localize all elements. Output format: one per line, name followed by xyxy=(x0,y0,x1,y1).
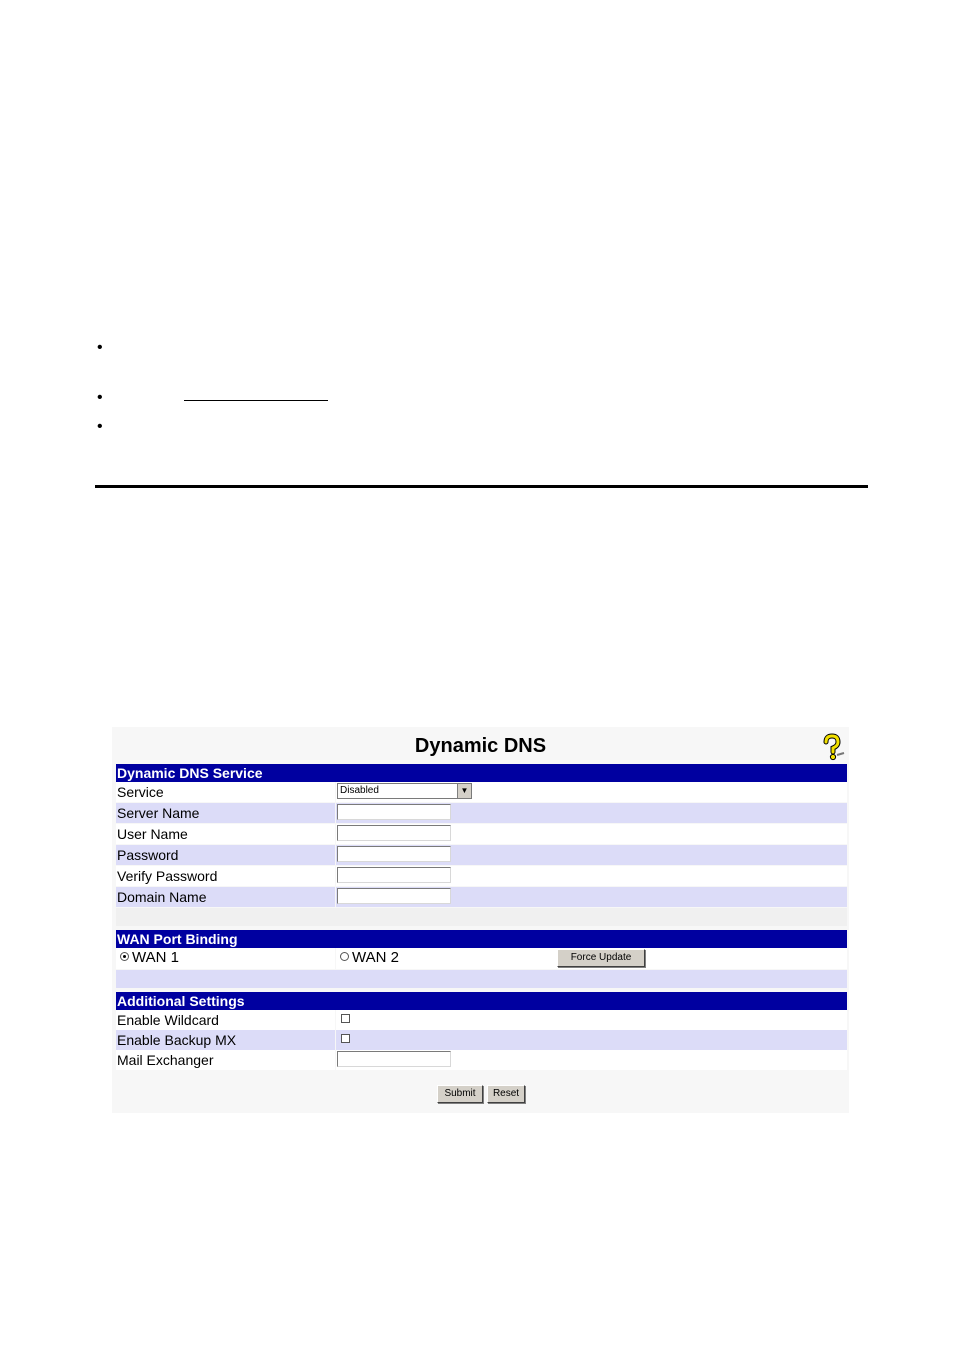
column-divider xyxy=(335,803,336,823)
section-title: Additional Settings xyxy=(117,993,245,1009)
submit-button[interactable]: Submit xyxy=(437,1085,483,1103)
column-divider xyxy=(335,782,336,802)
service-row xyxy=(116,782,847,802)
server-name-row xyxy=(116,803,847,823)
section-title: Dynamic DNS Service xyxy=(117,765,263,781)
user-name-label: User Name xyxy=(117,826,188,842)
enable-backup-mx-row xyxy=(116,1030,847,1050)
spacer-row xyxy=(116,908,847,926)
mail-exchanger-label: Mail Exchanger xyxy=(117,1052,214,1068)
column-divider xyxy=(335,1010,336,1030)
spacer-row xyxy=(116,970,847,988)
enable-wildcard-label: Enable Wildcard xyxy=(117,1012,219,1028)
mail-exchanger-row xyxy=(116,1050,847,1070)
enable-backup-mx-label: Enable Backup MX xyxy=(117,1032,237,1048)
domain-name-input[interactable] xyxy=(337,888,451,904)
wan2-label: WAN 2 xyxy=(352,949,399,966)
service-select[interactable] xyxy=(337,783,472,799)
column-divider xyxy=(335,887,336,907)
column-divider xyxy=(335,824,336,844)
help-question-icon[interactable] xyxy=(818,733,846,761)
server-name-label: Server Name xyxy=(117,805,200,821)
domain-name-row xyxy=(116,887,847,907)
column-divider xyxy=(335,1050,336,1070)
section-header-additional-settings xyxy=(116,992,847,1010)
column-divider xyxy=(335,845,336,865)
verify-password-input[interactable] xyxy=(337,867,451,883)
horizontal-rule xyxy=(95,485,868,488)
enable-backup-mx-checkbox[interactable] xyxy=(341,1034,350,1043)
password-input[interactable] xyxy=(337,846,451,862)
force-update-button[interactable]: Force Update xyxy=(557,949,645,967)
dynamic-dns-panel xyxy=(112,727,849,1113)
section-header-dynamic-dns-service xyxy=(116,764,847,782)
wan1-label: WAN 1 xyxy=(132,949,179,966)
user-name-row xyxy=(116,824,847,844)
mail-exchanger-input[interactable] xyxy=(337,1051,451,1067)
verify-password-row xyxy=(116,866,847,886)
user-name-input[interactable] xyxy=(337,825,451,841)
service-selected-value: Disabled xyxy=(340,785,379,796)
enable-wildcard-row xyxy=(116,1010,847,1030)
bullet-marker: • xyxy=(97,418,103,435)
page-title: Dynamic DNS xyxy=(414,735,547,757)
password-row xyxy=(116,845,847,865)
bullet-marker: • xyxy=(97,339,103,356)
service-label: Service xyxy=(117,784,164,800)
server-name-input[interactable] xyxy=(337,804,451,820)
section-title: WAN Port Binding xyxy=(117,931,238,947)
wan-binding-row xyxy=(116,948,847,969)
column-divider xyxy=(335,948,336,969)
section-header-wan-port-binding xyxy=(116,930,847,948)
domain-name-label: Domain Name xyxy=(117,889,207,905)
wan1-radio[interactable] xyxy=(120,952,129,961)
password-label: Password xyxy=(117,847,179,863)
column-divider xyxy=(335,866,336,886)
bullet-marker: • xyxy=(97,389,103,406)
column-divider xyxy=(335,1030,336,1050)
hyperlink-underline[interactable] xyxy=(184,400,328,401)
reset-button[interactable]: Reset xyxy=(487,1085,525,1103)
chevron-down-icon[interactable]: ▼ xyxy=(457,784,471,798)
enable-wildcard-checkbox[interactable] xyxy=(341,1014,350,1023)
wan2-radio[interactable] xyxy=(340,952,349,961)
verify-password-label: Verify Password xyxy=(117,868,218,884)
